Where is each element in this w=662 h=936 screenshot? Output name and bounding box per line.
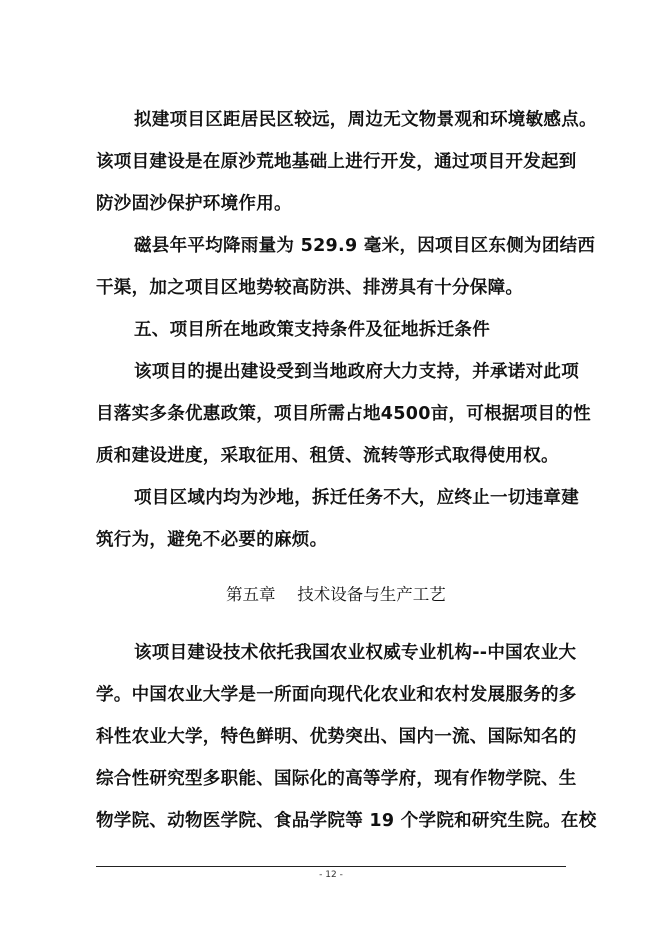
text-line: 学。中国农业大学是一所面向现代化农业和农村发展服务的多 [96, 685, 577, 705]
text-line: 拟建项目区距居民区较远，周边无文物景观和环境敏感点。 [134, 110, 597, 130]
section-heading: 五、项目所在地政策支持条件及征地拆迁条件 [134, 320, 490, 340]
text-line: 该项目建设是在原沙荒地基础上进行开发，通过项目开发起到 [96, 152, 577, 172]
text-line: 综合性研究型多职能、国际化的高等学府，现有作物学院、生 [96, 769, 577, 789]
text-line: 科性农业大学，特色鲜明、优势突出、国内一流、国际知名的 [96, 727, 577, 747]
text-line: 目落实多条优惠政策，项目所需占地4500亩，可根据项目的性 [96, 404, 591, 424]
chapter-heading: 第五章 技术设备与生产工艺 [226, 585, 446, 604]
text-line: 质和建设进度，采取征用、租赁、流转等形式取得使用权。 [96, 446, 559, 466]
footer-divider [96, 866, 566, 867]
text-line: 该项目建设技术依托我国农业权威专业机构--中国农业大 [134, 643, 577, 663]
text-line: 防沙固沙保护环境作用。 [96, 194, 292, 214]
text-line: 物学院、动物医学院、食品学院等 19 个学院和研究生院。在校 [96, 811, 597, 831]
text-line: 干渠，加之项目区地势较高防洪、排涝具有十分保障。 [96, 278, 524, 298]
text-line: 磁县年平均降雨量为 529.9 毫米，因项目区东侧为团结西 [134, 236, 596, 256]
text-line: 该项目的提出建设受到当地政府大力支持，并承诺对此项 [134, 362, 579, 382]
page-number: - 12 - [319, 870, 343, 880]
text-line: 项目区域内均为沙地，拆迁任务不大，应终止一切违章建 [134, 488, 579, 508]
text-line: 筑行为，避免不必要的麻烦。 [96, 530, 328, 550]
